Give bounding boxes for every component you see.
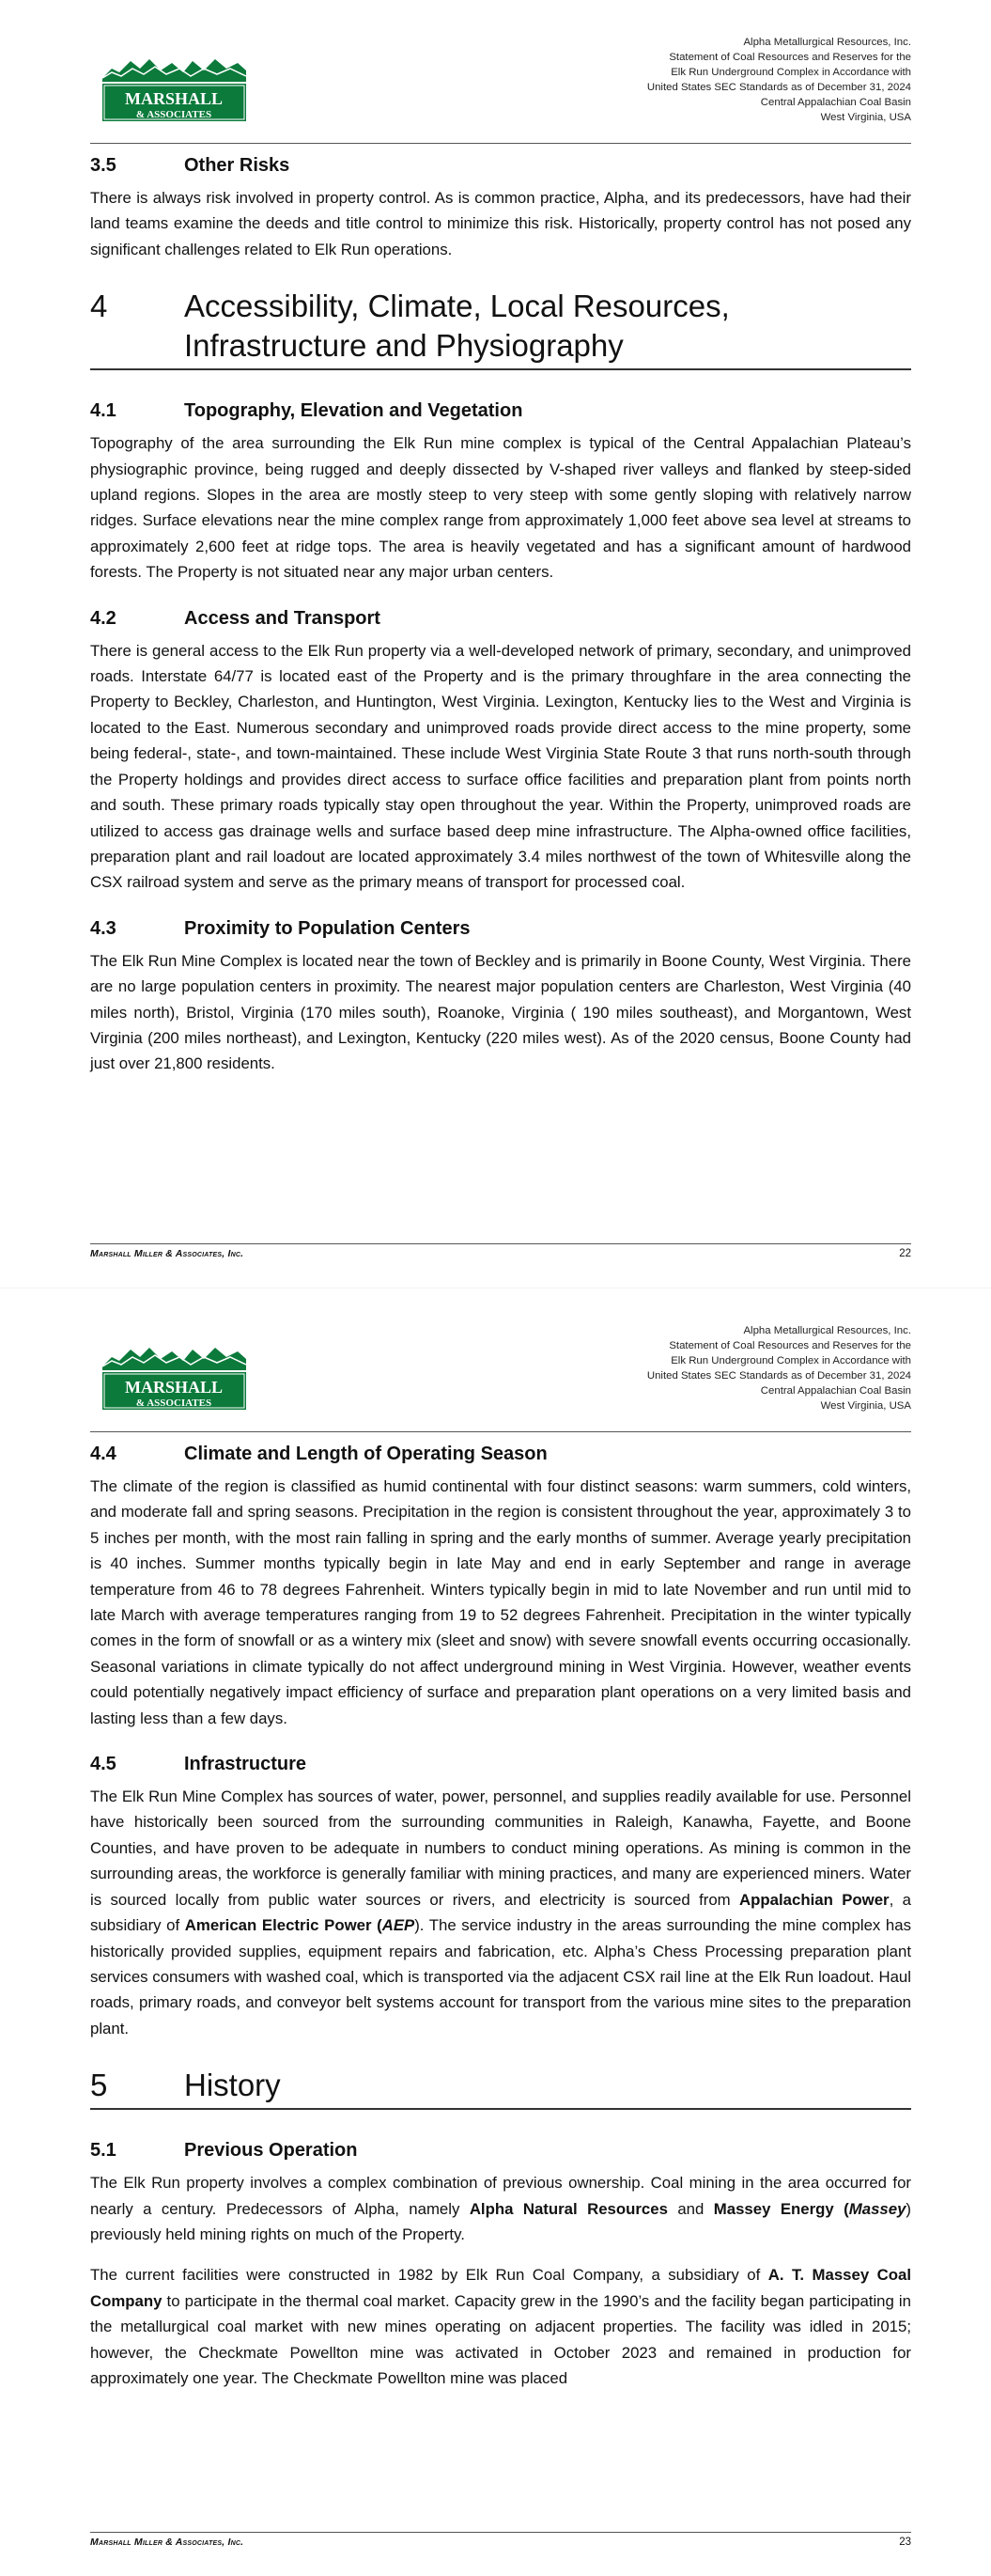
header-divider bbox=[90, 1431, 911, 1432]
footer-divider bbox=[90, 2532, 911, 2533]
footer-firm-name: Marshall Miller & Associates, Inc. bbox=[90, 2537, 244, 2548]
section-heading-4-4: 4.4 Climate and Length of Operating Season bbox=[90, 1444, 548, 1464]
header-line: Statement of Coal Resources and Reserves for the bbox=[669, 52, 911, 63]
marshall-miller-logo bbox=[99, 50, 250, 125]
page-content bbox=[90, 1442, 911, 2391]
section-heading-5-1: 5.1 Previous Operation bbox=[90, 2140, 358, 2162]
document-header bbox=[647, 35, 911, 125]
logo-subline: & ASSOCIATES bbox=[135, 1397, 212, 1409]
section-heading-4-2: 4.2 Access and Transport bbox=[90, 607, 380, 629]
logo-wordmark: MARSHALL bbox=[124, 89, 224, 108]
header-divider bbox=[90, 143, 911, 144]
header-line: Central Appalachian Coal Basin bbox=[760, 97, 911, 108]
marshall-miller-logo bbox=[99, 1338, 250, 1413]
page-23 bbox=[0, 1288, 991, 2576]
document-header bbox=[647, 1323, 911, 1413]
paragraph: The climate of the region is classified as humid continental with four distinct seasons: warm summers, cold winters, and moderate fall and spring seasons. Precipitation in the region is consistent throughout the year, approximately 3 to 5 inches per month, with the most rain falling in spring and the early months of summer. Average yearly precipitation is 40 inches. Summer months typically begin in late May and end in early September and range in average temperature from 46 to 78 degrees Fahrenheit. Winters typically begin in mid to late November and run until mid to late March with average temperatures ranging from 19 to 52 degrees Fahrenheit. Precipitation in the winter typically comes in the form of snowfall or as a wintery mix (sleet and snow) with severe snowfall events occurring occasionally. Seasonal variations in climate typically do not affect underground mining in West Virginia. However, weather events could potentially negatively impact efficiency of surface and preparation plant operations on a very limited basis and lasting less than a few days. bbox=[90, 1477, 911, 1727]
paragraph: There is general access to the Elk Run property via a well-developed network of primary, secondary, and unimproved roads. Interstate 64/77 is located east of the Property and is the primary throughfare in the area connecting the Property to Beckley, Charleston, and Huntington, West Virginia. Lexington, Kentucky lies to the West and Virginia is located to the East. Numerous secondary and unimproved roads provide direct access to the mine property, some being federal-, state-, and town-maintained. These include West Virginia State Route 3 that runs north-south through the Property holdings and provides direct access to surface office facilities and preparation plant from points north and south. These primary roads typically stay open throughout the year. Within the Property, unimproved roads are utilized to access gas drainage wells and surface based deep mine infrastructure. The Alpha-owned office facilities, preparation plant and rail loadout are located approximately 3.4 miles northwest of the town of Whitesville along the CSX railroad system and serve as the primary means of transport for processed coal. bbox=[90, 641, 911, 892]
page-content bbox=[90, 153, 911, 1077]
header-line: West Virginia, USA bbox=[820, 1400, 911, 1412]
page-number: 23 bbox=[899, 2537, 911, 2548]
header-line: Alpha Metallurgical Resources, Inc. bbox=[743, 37, 911, 48]
section-heading-4-3: 4.3 Proximity to Population Centers bbox=[90, 917, 471, 939]
header-line: Alpha Metallurgical Resources, Inc. bbox=[743, 1325, 911, 1336]
header-line: United States SEC Standards as of December 31, 2024 bbox=[646, 82, 911, 93]
paragraph: The Elk Run Mine Complex is located near the town of Beckley and is primarily in Boone County, West Virginia. There are no large population centers in proximity. The nearest major population centers are Charleston, West Virginia (40 miles north), Bristol, Virginia (170 miles south), Roanoke, Virginia ( 190 miles southeast), and Morgantown, West Virginia (200 miles northeast), and Lexington, Kentucky (220 miles west). As of the 2020 census, Boone County had just over 21,800 residents. bbox=[90, 951, 911, 1073]
paragraph: The Elk Run Mine Complex has sources of water, power, personnel, and supplies readily available for use. Personnel have historically been sourced from the surrounding communities in Raleigh, Kanawha, Fayette, and Boone Counties, and have proven to be adequate in numbers to conduct mining operations. As mining is common in the surrounding areas, the workforce is generally familiar with mining practices, and many are experienced miners. Water is sourced locally from public water sources or rivers, and electricity is sourced from Appalachian Power, a subsidiary of American Electric Power (AEP). The service industry in the areas surrounding the mine complex has historically provided supplies, equipment repairs and fabrication, etc. Alpha’s Chess Processing preparation plant services consumers with washed coal, which is transported via the adjacent CSX rail line at the Elk Run loadout. Haul roads, primary roads, and conveyor belt systems account for transport from the various mine sites to the preparation plant. bbox=[90, 1788, 911, 2037]
section-heading-4-5: 4.5 Infrastructure bbox=[90, 1754, 307, 1775]
page-footer bbox=[90, 1248, 911, 1265]
header-line: Statement of Coal Resources and Reserves for the bbox=[669, 1340, 911, 1351]
chapter-heading-5: 5 History bbox=[90, 2066, 911, 2110]
header-line: Elk Run Underground Complex in Accordance with bbox=[671, 1355, 911, 1366]
footer-divider bbox=[90, 1243, 911, 1244]
section-heading-4-1: 4.1 Topography, Elevation and Vegetation bbox=[90, 400, 523, 422]
header-line: Elk Run Underground Complex in Accordance with bbox=[671, 67, 911, 78]
page-number: 22 bbox=[899, 1248, 911, 1259]
paragraph: Topography of the area surrounding the Elk Run mine complex is typical of the Central Appalachian Plateau’s physiographic province, being rugged and deeply dissected by V-shaped river valleys and flanked by steep-sided upland regions. Slopes in the area are mostly steep to very steep with some gently sloping with relatively narrow ridges. Surface elevations near the mine complex range from approximately 1,000 feet above sea level at streams to approximately 2,600 feet at ridge tops. The area is heavily vegetated and has a significant amount of hardwood forests. The Property is not situated near any major urban centers. bbox=[90, 434, 911, 582]
paragraph: There is always risk involved in property control. As is common practice, Alpha, and its predecessors, have had their land teams examine the deeds and title control to minimize this risk. Historically, property control has not posed any significant challenges related to Elk Run operations. bbox=[90, 189, 911, 258]
section-heading-3-5: 3.5 Other Risks bbox=[90, 155, 290, 176]
paragraph: The Elk Run property involves a complex combination of previous ownership. Coal mining in the area occurred for nearly a century. Predecessors of Alpha, namely Alpha Natural Resources and Massey Energy (Massey) previously held mining rights on much of the Property. bbox=[90, 2174, 912, 2243]
header-line: Central Appalachian Coal Basin bbox=[760, 1385, 911, 1397]
logo-subline: & ASSOCIATES bbox=[135, 109, 212, 120]
paragraph: The current facilities were constructed in 1982 by Elk Run Coal Company, a subsidiary of A. T. Massey Coal Company to participate in the thermal coal market. Capacity grew in the 1990’s and the facility began participating in the metallurgical coal market with new mines operating on adjacent properties. The facility was idled in 2015; however, the Checkmate Powellton mine was activated in October 2023 and remained in production for approximately one year. The Checkmate Powellton mine was placed bbox=[90, 2266, 911, 2387]
chapter-heading-4: 4 Accessibility, Climate, Local Resources, Infrastructure and Physiography bbox=[90, 287, 911, 370]
page-footer bbox=[90, 2537, 911, 2553]
footer-firm-name: Marshall Miller & Associates, Inc. bbox=[90, 1248, 244, 1259]
header-line: West Virginia, USA bbox=[820, 112, 911, 123]
header-line: United States SEC Standards as of December 31, 2024 bbox=[646, 1370, 911, 1382]
logo-wordmark: MARSHALL bbox=[124, 1378, 224, 1397]
